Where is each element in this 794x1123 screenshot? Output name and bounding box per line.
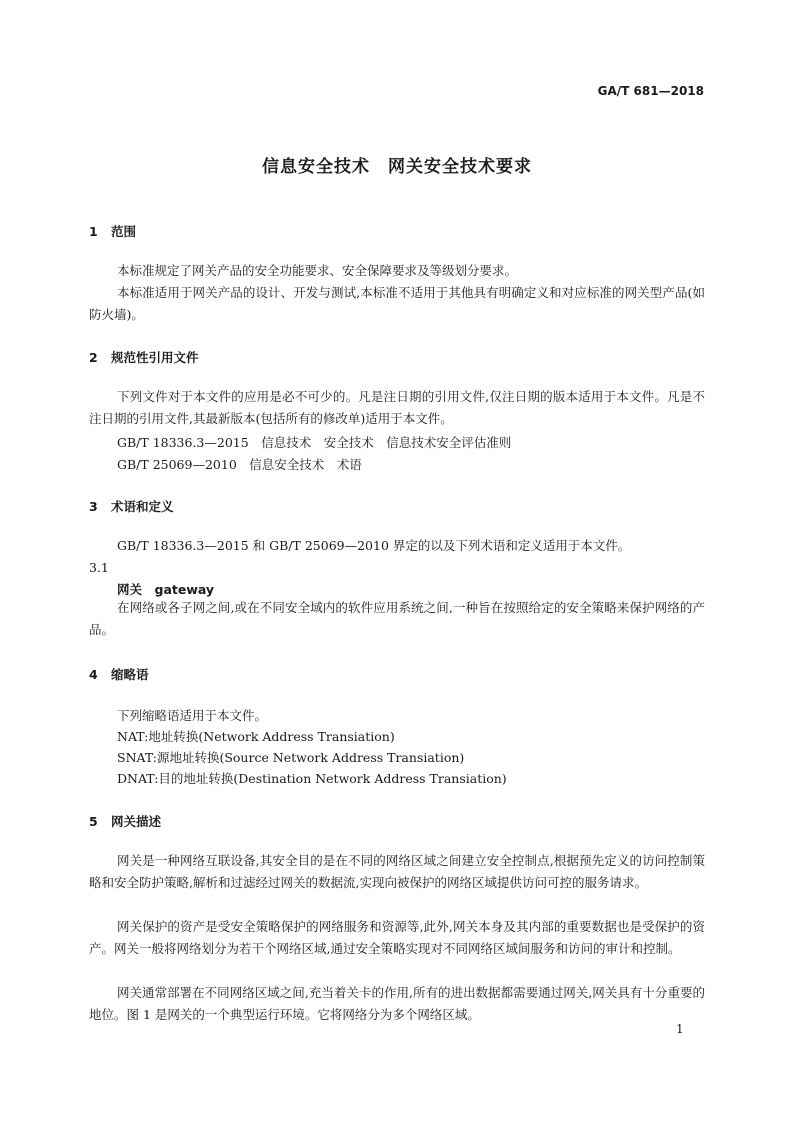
section-number: 1 <box>89 224 98 239</box>
page-number: 1 <box>676 1022 684 1036</box>
standard-id: GA/T 681—2018 <box>597 84 704 98</box>
section-3-heading <box>89 497 174 515</box>
abbreviation-dnat: DNAT:目的地址转换(Destination Network Address Transiation) <box>117 771 507 786</box>
section-1-heading <box>89 222 136 240</box>
section-1-paragraph-2: 本标准适用于网关产品的设计、开发与测试,本标准不适用于其他具有明确定义和对应标准的网关型产品(如防火墙)。 <box>89 285 705 322</box>
section-number: 3 <box>89 499 98 514</box>
section-number: 2 <box>89 350 98 365</box>
section-5-paragraph-3: 网关通常部署在不同网络区域之间,充当着关卡的作用,所有的进出数据都需要通过网关,网关具有十分重要的地位。图 1 是网关的一个典型运行环境。它将网络分为多个网络区域。 <box>89 985 705 1022</box>
term-number: 3.1 <box>89 560 109 575</box>
section-number: 5 <box>89 814 98 829</box>
abbreviation-snat: SNAT:源地址转换(Source Network Address Transiation) <box>117 750 465 765</box>
section-5-heading <box>89 812 161 830</box>
section-2-heading <box>89 348 199 366</box>
section-title: 范围 <box>111 224 137 239</box>
section-5-paragraph-1: 网关是一种网络互联设备,其安全目的是在不同的网络区域之间建立安全控制点,根据预先定义的访问控制策略和安全防护策略,解析和过滤经过网关的数据流,实现向被保护的网络区域提供访问可控的服务请求。 <box>89 853 705 890</box>
section-1-paragraph-1: 本标准规定了网关产品的安全功能要求、安全保障要求及等级划分要求。 <box>117 263 518 278</box>
section-4-heading <box>89 665 149 683</box>
section-5-paragraph-2: 网关保护的资产是受安全策略保护的网络服务和资源等,此外,网关本身及其内部的重要数据也是受保护的资产。网关一般将网络划分为若干个网络区域,通过安全策略实现对不同网络区域间服务和访问的审计和控制。 <box>89 919 705 956</box>
section-2-paragraph-1: 下列文件对于本文件的应用是必不可少的。凡是注日期的引用文件,仅注日期的版本适用于本文件。凡是不注日期的引用文件,其最新版本(包括所有的修改单)适用于本文件。 <box>89 389 705 426</box>
section-title: 术语和定义 <box>111 499 174 514</box>
normative-reference-2: GB/T 25069—2010 信息安全技术 术语 <box>117 457 362 472</box>
normative-reference-1: GB/T 18336.3—2015 信息技术 安全技术 信息技术安全评估准则 <box>117 435 512 450</box>
term-gateway: 网关 gateway <box>117 582 215 597</box>
section-title: 规范性引用文件 <box>111 350 199 365</box>
section-3-paragraph-1: GB/T 18336.3—2015 和 GB/T 25069—2010 界定的以及下列术语和定义适用于本文件。 <box>117 538 631 553</box>
section-number: 4 <box>89 667 98 682</box>
section-title: 网关描述 <box>111 814 162 829</box>
term-definition: 在网络或各子网之间,或在不同安全域内的软件应用系统之间,一种旨在按照给定的安全策略来保护网络的产品。 <box>89 600 705 637</box>
abbreviation-intro: 下列缩略语适用于本文件。 <box>117 708 268 723</box>
abbreviation-nat: NAT:地址转换(Network Address Transiation) <box>117 729 395 744</box>
section-title: 缩略语 <box>111 667 149 682</box>
document-title: 信息安全技术 网关安全技术要求 <box>262 157 532 177</box>
